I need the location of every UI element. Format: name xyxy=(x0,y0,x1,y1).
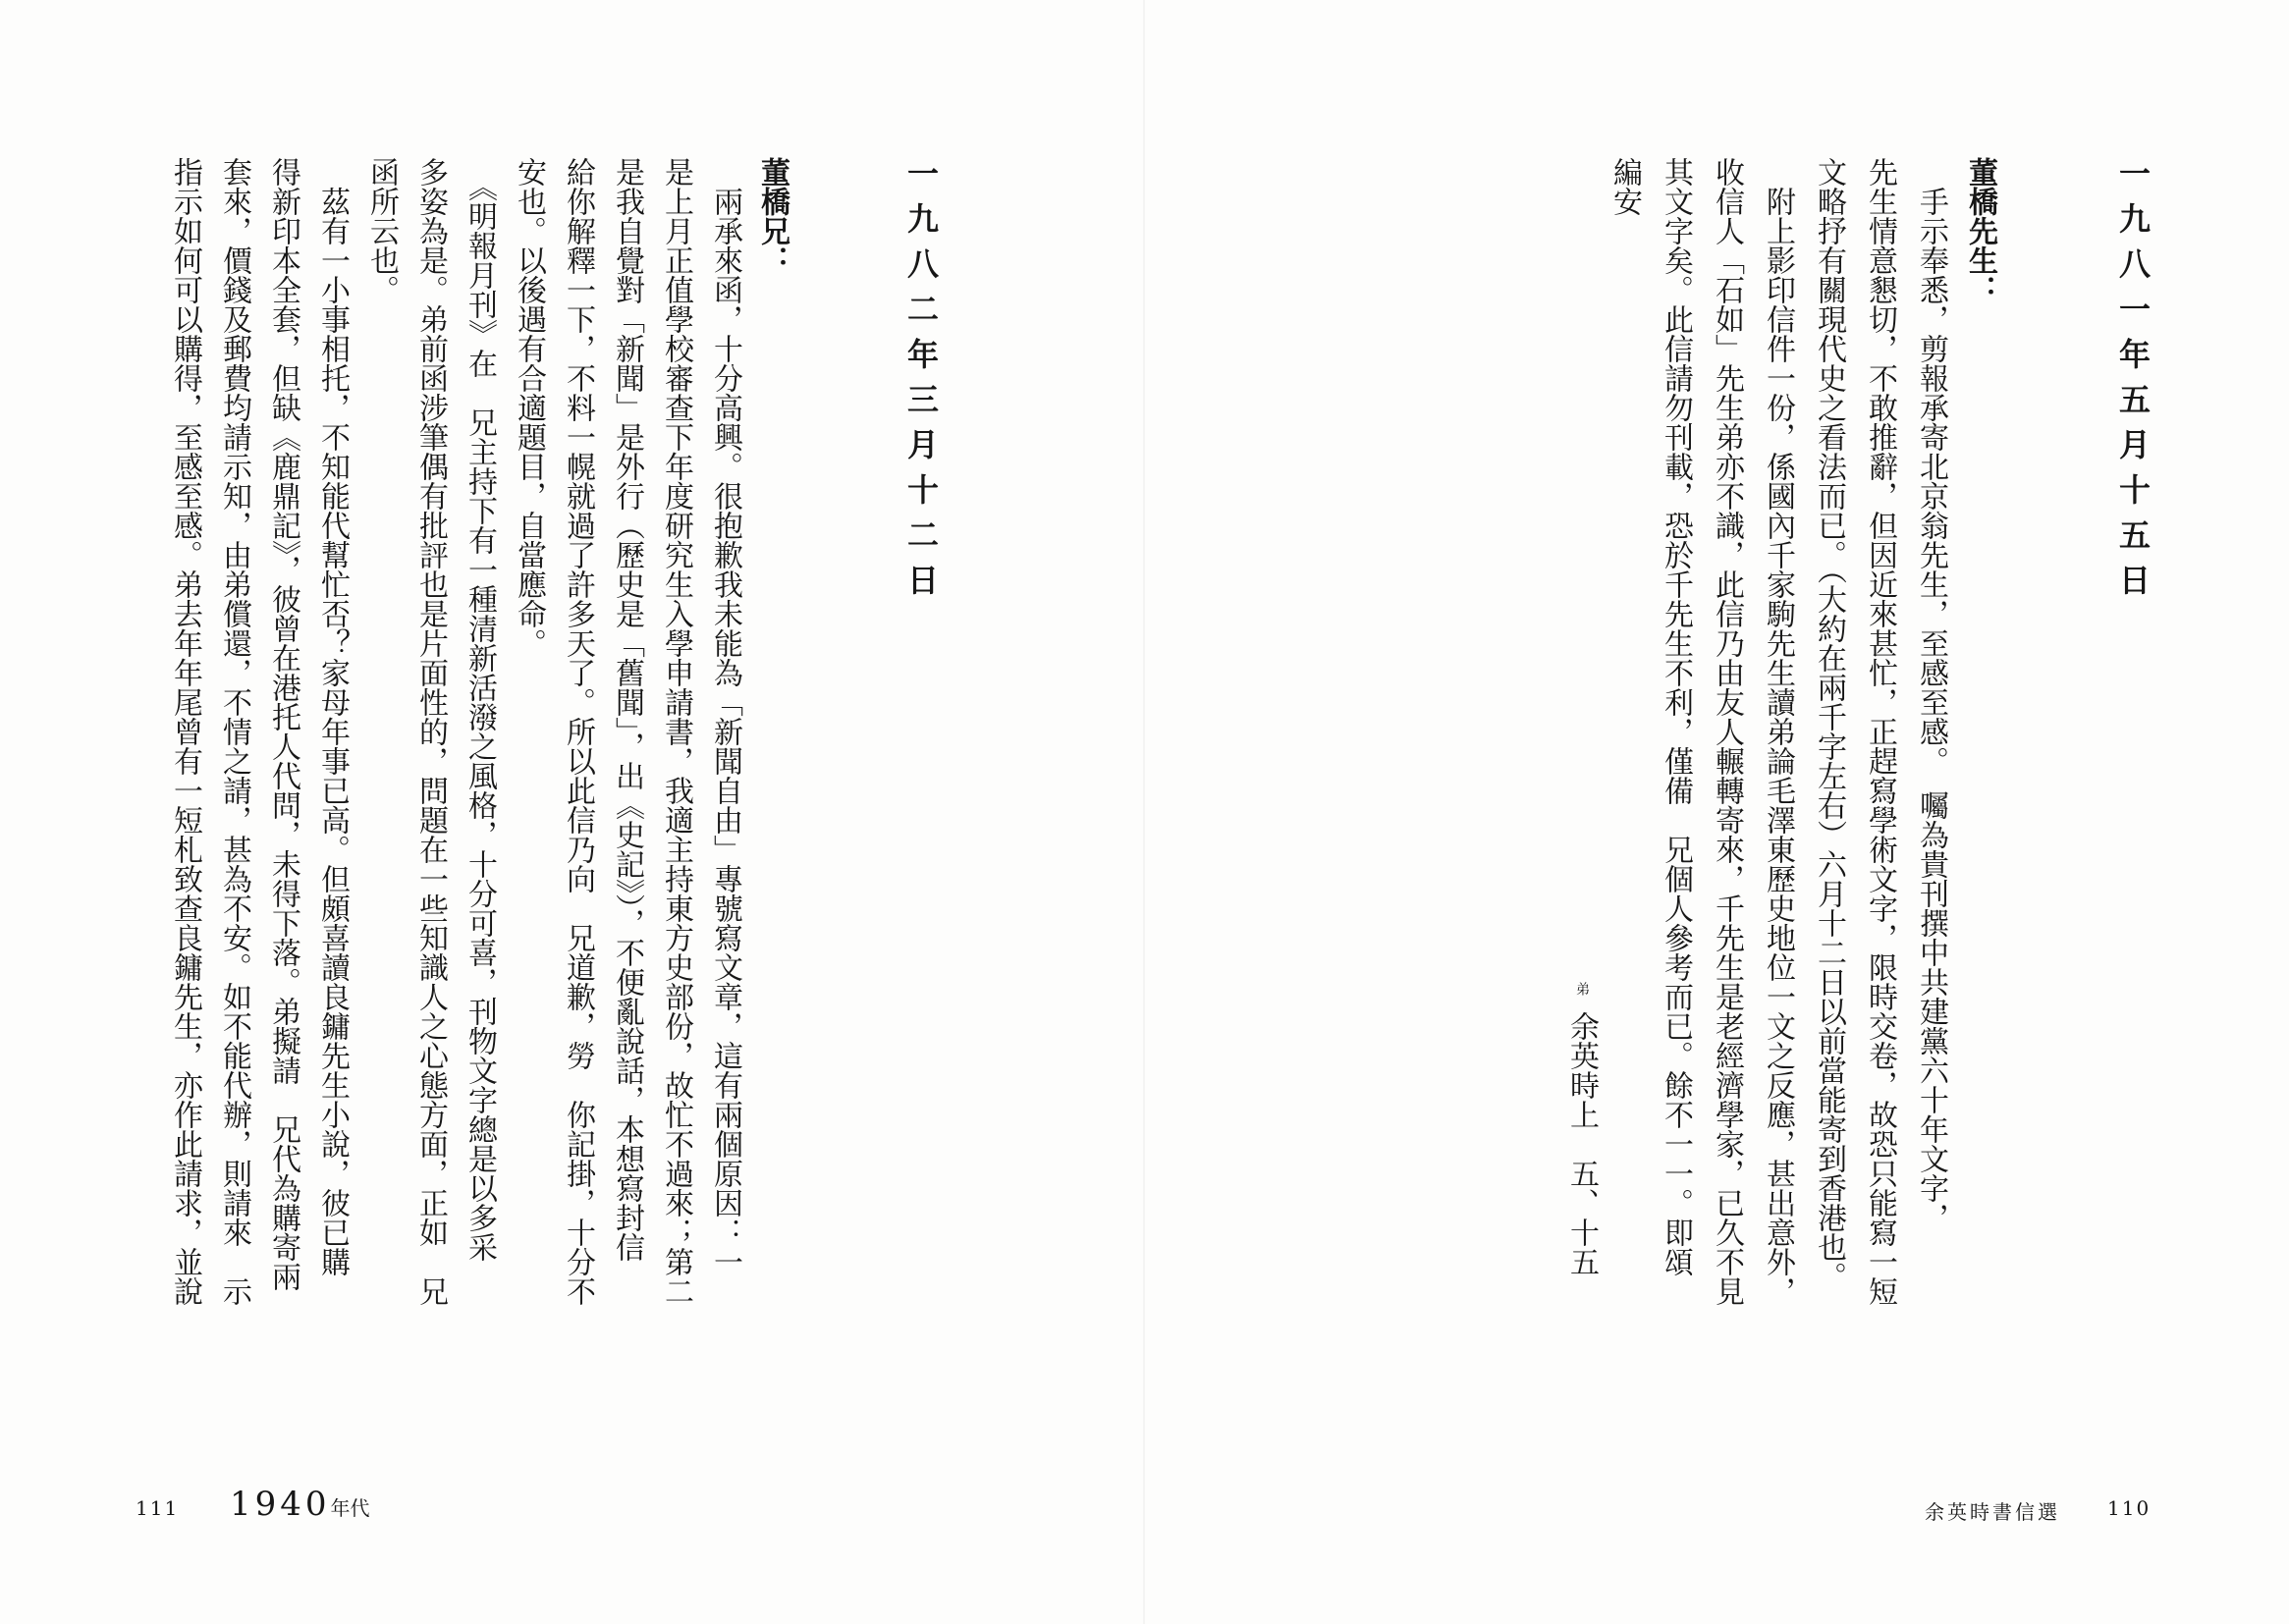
page-number-110: 110 xyxy=(2107,1496,2152,1520)
left-letter-column: 兩承來函，十分高興。很抱歉我未能為「新聞自由」專號寫文章，這有兩個原因：一 xyxy=(708,157,742,1276)
right-letter-column: 附上影印信件一份，係國內千家駒先生讀弟論毛澤東歷史地位一文之反應，甚出意外， xyxy=(1761,157,1795,1306)
left-letter-column: 是我自覺對「新聞」是外行（歷史是「舊聞」，出《史記》），不便亂說話，本想寫封信 xyxy=(610,157,644,1262)
left-letter-column: 指示如何可以購得，至感至感。弟去年年尾曾有一短札致查良鏞先生，亦作此請求，並說 xyxy=(168,157,202,1306)
left-running-head xyxy=(230,1485,370,1524)
left-letter-column: 得新印本全套，但缺《鹿鼎記》，彼曾在港托人代問，未得下落。弟擬請 兄代為購寄兩 xyxy=(266,157,300,1291)
left-page-number xyxy=(136,1496,179,1520)
right-letter-closing: 編安 xyxy=(1608,157,1642,216)
left-letter-column: 多姿為是。弟前函涉筆偶有批評也是片面性的，問題在一些知識人之心態方面，正如 兄 xyxy=(413,157,448,1306)
right-letter-salutation: 董橋先生： xyxy=(1963,157,1997,304)
left-letter-column: 給你解釋一下，不料一幌就過了許多天了。所以此信乃向 兄道歉，勞 你記掛，十分不 xyxy=(561,157,595,1306)
decade-heading: 1940 xyxy=(230,1485,331,1524)
left-letter-column: 《明報月刊》在 兄主持下有一種清新活潑之風格，十分可喜，刊物文字總是以多采 xyxy=(463,157,497,1262)
page-number-111: 111 xyxy=(136,1496,180,1520)
right-page-number xyxy=(2107,1496,2151,1520)
right-signature-mark: 弟 xyxy=(1574,982,1590,996)
left-letter-column: 函所云也。 xyxy=(364,157,399,304)
right-letter-signature: 余英時上 五、十五 xyxy=(1564,1011,1599,1276)
decade-suffix: 年代 xyxy=(330,1496,370,1520)
right-letter-column: 收信人「石如」先生弟亦不識，此信乃由友人輾轉寄來，千先生是老經濟學家，已久不見 xyxy=(1710,157,1744,1306)
book-title: 余英時書信選 xyxy=(1925,1500,2060,1524)
left-letter-date: 一九八二年三月十二日 xyxy=(902,157,940,609)
right-letter-column: 手示奉悉，剪報承寄北京翁先生，至感至感。 囑為貴刊撰中共建黨六十年文字， xyxy=(1914,157,1948,1232)
left-letter-column: 安也。以後遇有合適題目，自當應命。 xyxy=(512,157,546,658)
right-letter-column: 文略抒有關現代史之看法而已。（大約在兩千字左右）六月十二日以前當能寄到香港也。 xyxy=(1812,157,1846,1291)
right-running-head xyxy=(1925,1496,2060,1525)
left-letter-column: 是上月正值學校審查下年度研究生入學申請書，我適主持東方史部份，故忙不過來；第二 xyxy=(659,157,693,1306)
left-letter-salutation: 董橋兄： xyxy=(755,157,790,275)
right-letter-date: 一九八一年五月十五日 xyxy=(2114,157,2152,609)
left-letter-column: 茲有一小事相托，不知能代幫忙否？家母年事已高。但頗喜讀良鏞先生小說，彼已購 xyxy=(315,157,350,1276)
right-letter-column: 先生情意懇切，不敢推辭，但因近來甚忙，正趕寫學術文字，限時交卷，故恐只能寫一短 xyxy=(1863,157,1897,1306)
book-gutter xyxy=(1143,0,1145,1624)
left-letter-column: 套來，價錢及郵費均請示知，由弟償還，不情之請，甚為不安。如不能代辦，則請來 示 xyxy=(217,157,251,1306)
right-letter-column: 其文字矣。此信請勿刊載，恐於千先生不利，僅備 兄個人參考而已。餘不一一。即頌 xyxy=(1659,157,1693,1276)
